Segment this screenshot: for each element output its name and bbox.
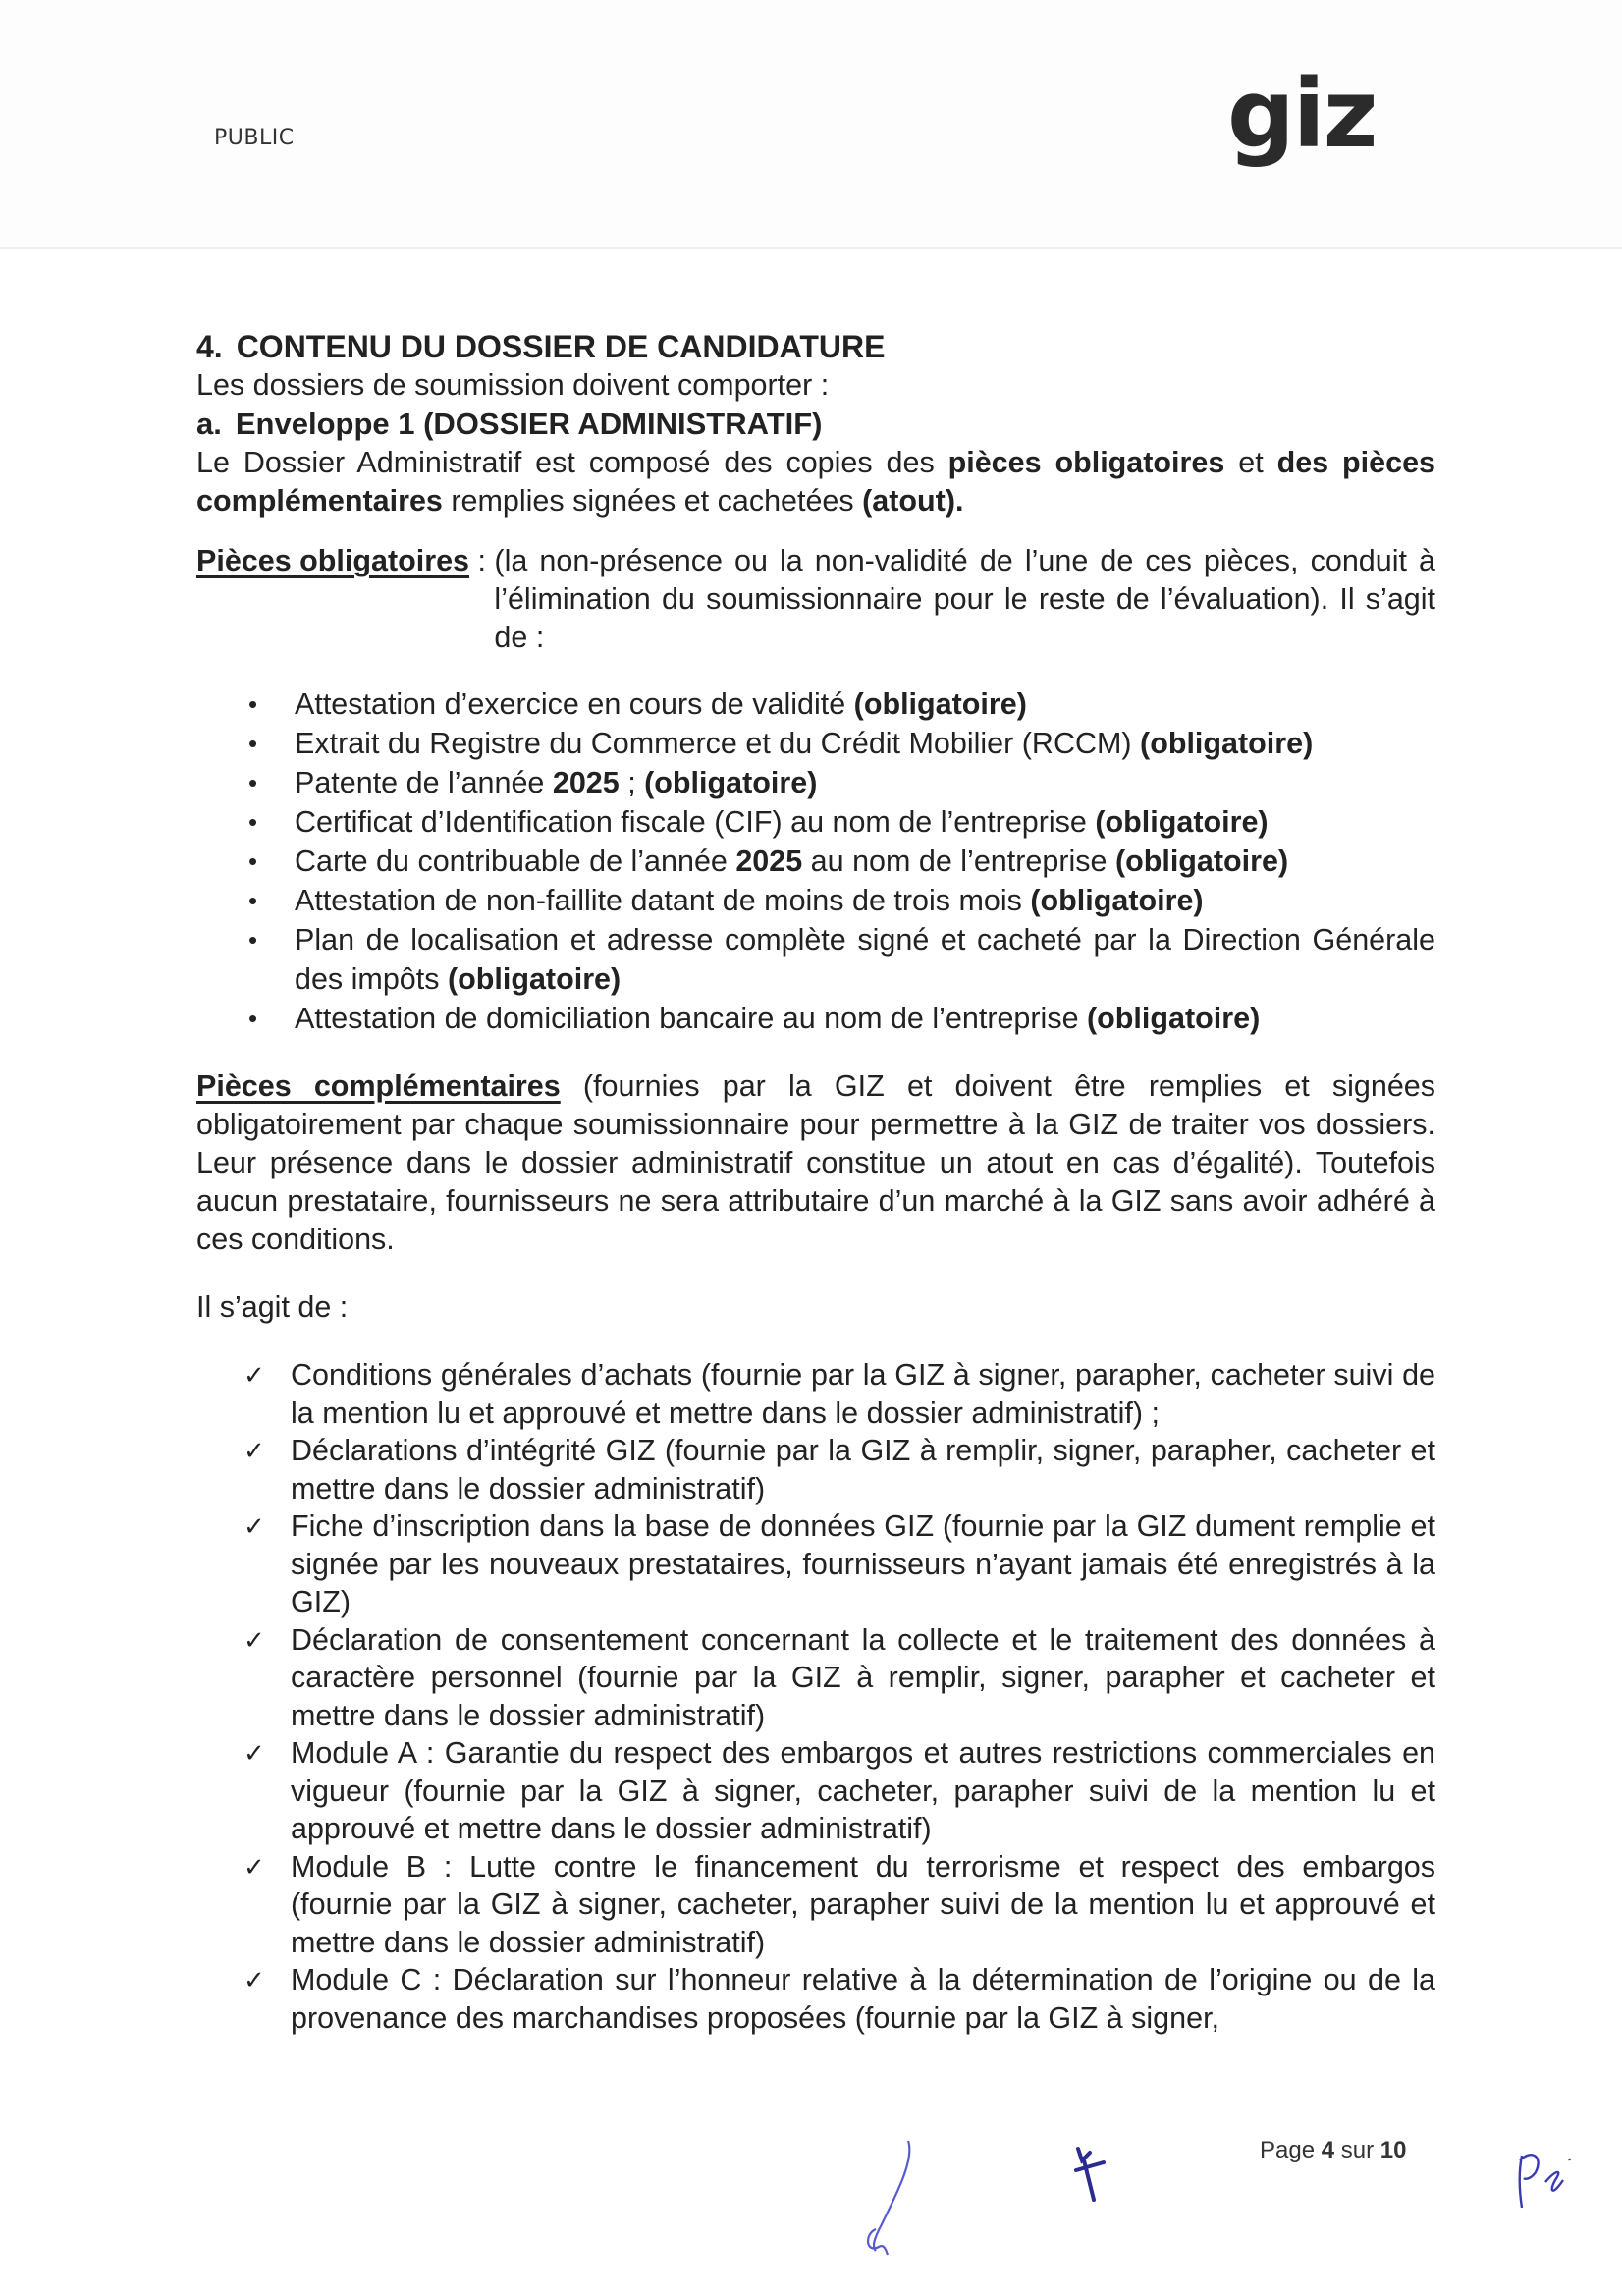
checkmark-icon: ✓ xyxy=(243,1851,265,1882)
checkmark-icon: ✓ xyxy=(243,1511,265,1541)
signature-initial-3 xyxy=(1512,2141,1581,2219)
page-number: Page 4 sur 10 xyxy=(1260,2137,1407,2163)
list-item: • Attestation d’exercice en cours de validité (obligatoire) xyxy=(295,684,1435,724)
giz-logo: giz xyxy=(1227,59,1377,169)
list-item: ✓ Fiche d’inscription dans la base de données GIZ (fournie par la GIZ dument remplie et signée par les nouveaux prestataires, fournisseurs n’ayant jamais été enregistrés à la GIZ) xyxy=(243,1509,1435,1618)
checkmark-icon: ✓ xyxy=(243,1360,265,1390)
section-heading: 4. CONTENU DU DOSSIER DE CANDIDATURE xyxy=(196,329,886,364)
list-item: ✓ Déclaration de consentement concernant la collecte et le traitement des données à caractère personnel (fournie par la GIZ à remplir, signer, parapher et cacheter et mettre dans le dossier administratif) xyxy=(243,1622,1435,1732)
list-item: • Extrait du Registre du Commerce et du Crédit Mobilier (RCCM) (obligatoire) xyxy=(295,724,1435,763)
list-item: • Patente de l’année 2025 ; (obligatoire) xyxy=(295,763,1435,802)
list-item: ✓ Module C : Déclaration sur l’honneur relative à la détermination de l’origine ou de la provenance des marchandises proposées (fournie par la GIZ à signer, xyxy=(243,1963,1435,2035)
checkmark-icon: ✓ xyxy=(243,1436,265,1465)
mandatory-list xyxy=(196,684,1435,1038)
subsection-heading: a. Enveloppe 1 (DOSSIER ADMINISTRATIF) xyxy=(196,407,823,441)
list-item: • Attestation de non-faillite datant de moins de trois mois (obligatoire) xyxy=(295,881,1435,920)
subsection-description: Le Dossier Administratif est composé des copies des pièces obligatoires et des pièces complémentaires remplies signées et cachetées (atout). xyxy=(196,446,1435,518)
section-intro: Les dossiers de soumission doivent comporter : xyxy=(196,368,830,402)
list-item: • Carte du contribuable de l’année 2025 au nom de l’entreprise (obligatoire) xyxy=(295,842,1435,881)
complementary-label: Pièces complémentaires xyxy=(196,1069,561,1103)
signature-initial-1 xyxy=(854,2131,933,2259)
page-header xyxy=(0,0,1622,249)
document-body xyxy=(196,327,1435,2037)
checkmark-icon: ✓ xyxy=(243,1965,265,1995)
list-item: • Attestation de domiciliation bancaire au nom de l’entreprise (obligatoire) xyxy=(295,999,1435,1038)
mandatory-label: Pièces obligatoires xyxy=(196,544,469,577)
complementary-list xyxy=(196,1356,1435,2037)
mandatory-explanation: (la non-présence ou la non-validité de l’une de ces pièces, conduit à l’élimination du soumissionnaire pour le reste de l’évaluation). Il s’agit de : xyxy=(494,544,1435,654)
list-item: • Certificat d’Identification fiscale (CIF) au nom de l’entreprise (obligatoire) xyxy=(295,802,1435,842)
complementary-paragraph: Pièces complémentaires (fournies par la GIZ et doivent être remplies et signées obligatoirement par chaque soumissionnaire pour permettre à la GIZ de traiter vos dossiers. Leur présence dans le dossier administratif constitue un atout en cas d’égalité). Toutefois aucun prestataire, fournisseurs ne sera attributaire d’un marché à la GIZ sans avoir adhéré à ces conditions. xyxy=(196,1069,1435,1256)
checkmark-icon: ✓ xyxy=(243,1738,265,1768)
checkmark-icon: ✓ xyxy=(243,1624,265,1655)
classification-label: PUBLIC xyxy=(214,126,295,150)
list-item: ✓ Module B : Lutte contre le financement du terrorisme et respect des embargos (fournie par la GIZ à signer, cacheter, parapher suivi de la mention lu et approuvé et mettre dans le dossier administratif) xyxy=(243,1849,1435,1959)
list-item: ✓ Déclarations d’intégrité GIZ (fournie par la GIZ à remplir, signer, parapher, cacheter et mettre dans le dossier administratif) xyxy=(243,1434,1435,1505)
list-item: ✓ Module A : Garantie du respect des embargos et autres restrictions commerciales en vigueur (fournie par la GIZ à signer, cacheter, parapher suivi de la mention lu et approuvé et mettre dans le dossier administratif) xyxy=(243,1736,1435,1845)
list-item: • Plan de localisation et adresse complète signé et cacheté par la Direction Générale des impôts (obligatoire) xyxy=(295,920,1435,999)
list-item: ✓ Conditions générales d’achats (fournie par la GIZ à signer, parapher, cacheter suivi de la mention lu et approuvé et mettre dans le dossier administratif) ; xyxy=(243,1358,1435,1430)
complementary-intro: Il s’agit de : xyxy=(196,1290,349,1324)
mandatory-intro: Pièces obligatoires : (la non-présence ou la non-validité de l’une de ces pièces, conduit à l’élimination du soumissionnaire pour le reste de l’évaluation). Il s’agit de : xyxy=(196,542,1435,657)
signature-initial-2 xyxy=(1070,2141,1109,2219)
